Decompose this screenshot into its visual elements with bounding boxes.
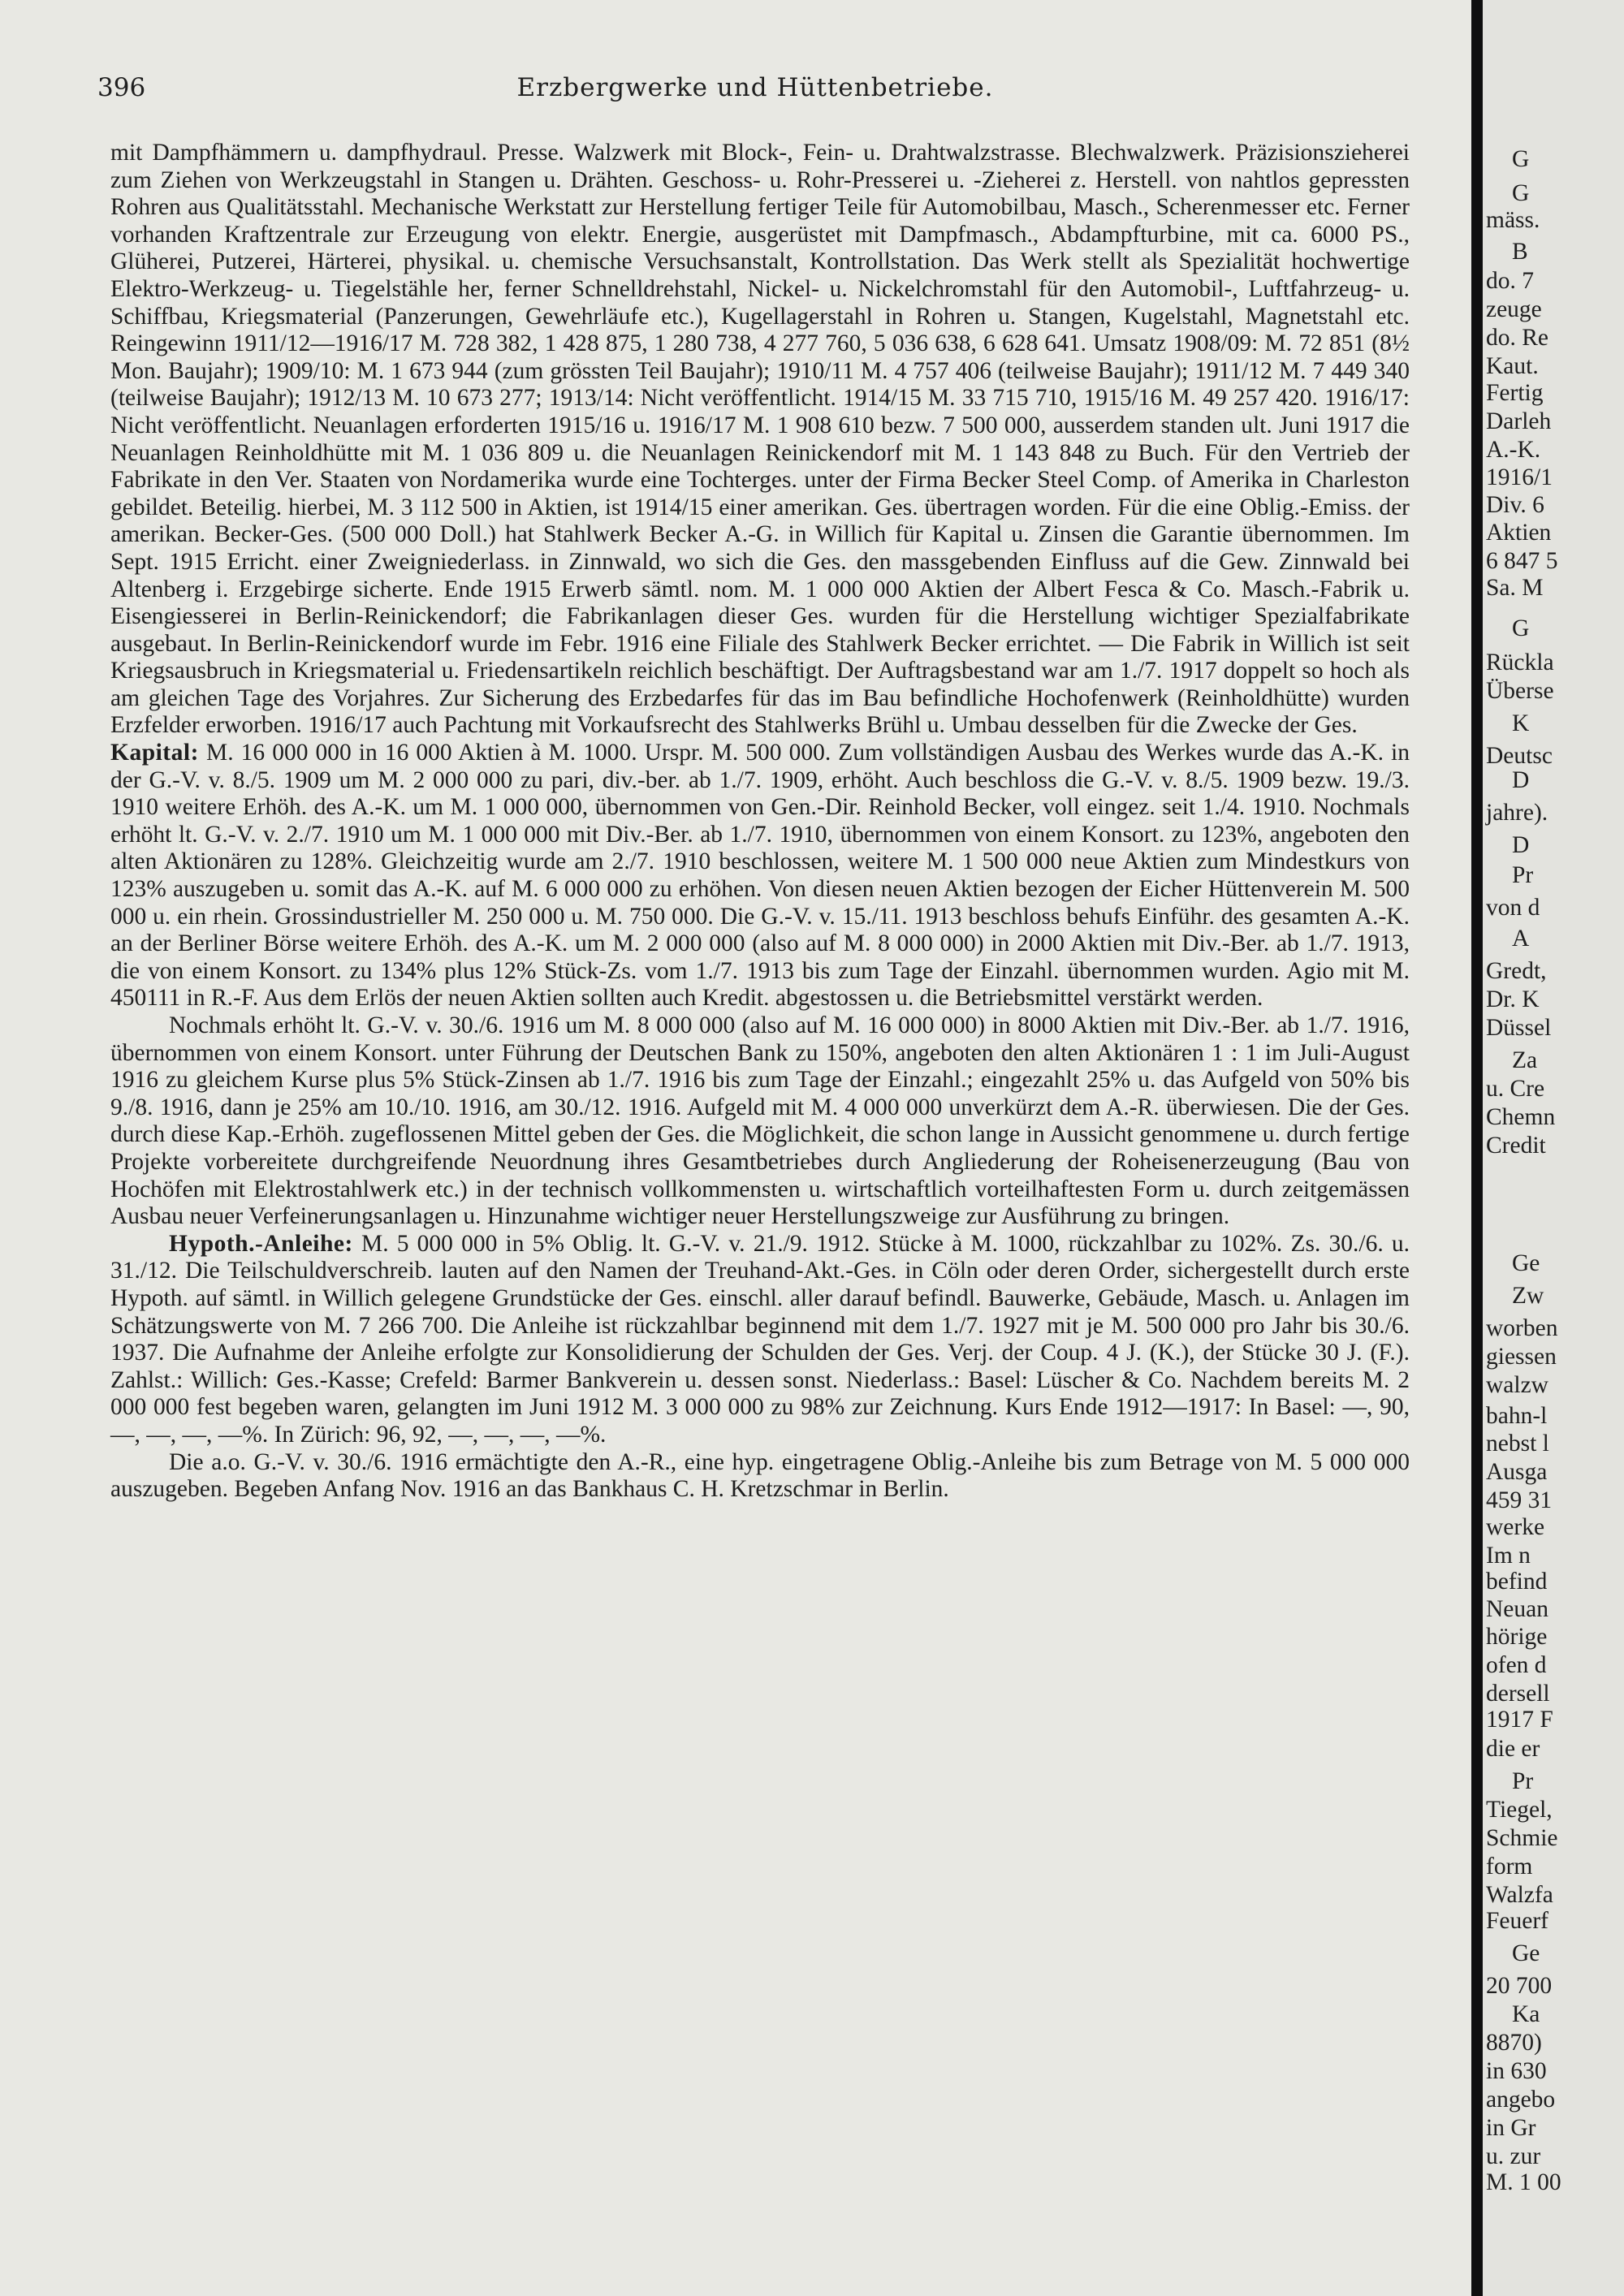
adjacent-page-fragment: B [1512,239,1528,265]
adjacent-page-fragment: von d [1486,895,1540,921]
adjacent-page-fragment: in Gr [1486,2115,1536,2141]
adjacent-page-fragment: A.-K. [1486,437,1541,463]
adjacent-page-fragment: Tiegel, [1486,1797,1553,1823]
adjacent-page-fragment: angebo [1486,2087,1556,2113]
adjacent-page-fragment: Zw [1512,1283,1544,1309]
adjacent-page-fragment: mäss. [1486,207,1540,233]
paragraph [110,740,1410,1012]
adjacent-page-fragment: form [1486,1854,1533,1880]
adjacent-page-fragment: Schmie [1486,1825,1558,1851]
adjacent-page-fragment: Ge [1512,1940,1540,1966]
adjacent-page-fragment: Überse [1486,678,1554,704]
adjacent-page-fragment: worben [1486,1315,1558,1341]
page-number: 396 [97,73,146,102]
adjacent-page-fragment: 459 31 [1486,1487,1553,1513]
adjacent-page-fragment: Pr [1512,1768,1534,1794]
adjacent-page-fragment: befind [1486,1569,1548,1595]
adjacent-page-fragment: nebst l [1486,1431,1549,1457]
adjacent-page-fragment: u. zur [1486,2143,1541,2169]
adjacent-page-fragment: Kaut. [1486,353,1539,379]
adjacent-page-fragment: Div. 6 [1486,492,1544,518]
paragraph [110,1449,1410,1504]
paragraph [110,140,1410,740]
adjacent-page-fragment: dersell [1486,1681,1550,1707]
adjacent-page-fragment: 1917 F [1486,1707,1553,1733]
running-title: Erzbergwerke und Hüttenbetriebe. [516,73,994,102]
adjacent-page-fragment: Aktien [1486,520,1552,546]
paragraph [110,1012,1410,1231]
adjacent-page-fragment: in 630 [1486,2058,1547,2084]
adjacent-page-fragment: 20 700 [1486,1973,1553,1999]
adjacent-page-fragment: Za [1512,1047,1538,1073]
adjacent-page-fragment: Ge [1512,1250,1540,1276]
adjacent-page-fragment: Darleh [1486,408,1552,434]
adjacent-page-fragment: jahre). [1486,800,1548,826]
adjacent-page-fragment: Dr. K [1486,986,1540,1012]
paragraph-text: Die a.o. G.-V. v. 30./6. 1916 ermächtigte den A.-R., eine hyp. eingetragene Oblig.-Anleihe bis zum Betrage von M. 5 000 000 auszugeben. Begeben Anfang Nov. 1916 an das Bankhaus C. H. Kretzschmar in Berlin. [110,1448,1410,1503]
adjacent-page-fragment: giessen [1486,1344,1557,1370]
paragraph-text: M. 16 000 000 in 16 000 Aktien à M. 1000. Urspr. M. 500 000. Zum vollständigen Ausbau des Werkes wurde das A.-K. in der G.-V. v. 8./5. 1909 um M. 2 000 000 zu pari, div.-ber. ab 1./7. 1909, erhöht. Auch beschloss die G.-V. v. 8./5. 1909 bezw. 19./3. 1910 weitere Erhöh. des A.-K. um M. 1 000 000, übernommen von Gen.-Dir. Reinhold Becker, voll eingez. seit 1./4. 1910. Nochmals erhöht lt. G.-V. v. 2./7. 1910 um M. 1 000 000 mit Div.-Ber. ab 1./7. 1910, übernommen von einem Konsort. zu 123%, angeboten den alten Aktionären zu 128%. Gleichzeitig wurde am 2./7. 1910 beschlossen, weitere M. 1 500 000 neue Aktien zum Mindestkurs von 123% auszugeben u. somit das A.-K. auf M. 6 000 000 zu erhöhen. Von diesen neuen Aktien bezogen der Eicher Hüttenverein M. 500 000 u. ein rhein. Grossindustrieller M. 250 000 u. M. 750 000. Die G.-V. v. 15./11. 1913 beschloss behufs Einführ. des gesamten A.-K. an der Berliner Börse weitere Erhöh. des A.-K. um M. 2 000 000 (also auf M. 8 000 000) in 2000 Aktien mit Div.-Ber. ab 1./7. 1913, die von einem Konsort. zu 134% plus 12% Stück-Zs. vom 1./7. 1913 bis zum Tage der Einzahl. übernommen wurden. Agio mit M. 450111 in R.-F. Aus dem Erlös der neuen Aktien sollten auch Kredit. abgestossen u. die Betriebsmittel verstärkt werden. [110,740,1410,1012]
page-gutter [1471,0,1483,2296]
adjacent-page-fragment: Deutsc [1486,743,1553,769]
body-text [110,140,1410,1504]
page-header [97,73,1413,106]
adjacent-page-fragment: G [1512,180,1530,206]
adjacent-page-fragment: Ausga [1486,1459,1548,1485]
adjacent-page-fragment: 1916/1 [1486,464,1553,490]
adjacent-page-fragment: hörige [1486,1624,1548,1650]
section-lead: Kapital: [110,740,199,766]
adjacent-page-fragment: do. Re [1486,325,1549,351]
adjacent-page-fragment: G [1512,146,1530,172]
paragraph [110,1231,1410,1449]
adjacent-page-fragment: D [1512,767,1530,793]
adjacent-page-fragment: Neuan [1486,1596,1548,1622]
adjacent-page-fragment: Feuerf [1486,1908,1548,1934]
adjacent-page-fragment: Walzfa [1486,1882,1553,1908]
adjacent-page-fragment: Rückla [1486,650,1554,675]
adjacent-page-fragment: Credit [1486,1133,1546,1159]
adjacent-page-fragment: Gredt, [1486,958,1547,984]
adjacent-page-fragment: ofen d [1486,1652,1547,1678]
adjacent-page-fragment: die er [1486,1736,1540,1762]
adjacent-page-fragment: G [1512,615,1530,641]
adjacent-page-fragment: u. Cre [1486,1076,1545,1102]
section-lead: Hypoth.-Anleihe: [169,1230,353,1257]
adjacent-page-fragment: do. 7 [1486,268,1534,294]
adjacent-page-fragment: M. 1 00 [1486,2169,1561,2195]
adjacent-page-fragment: Chemn [1486,1104,1556,1130]
adjacent-page-fragment: A [1512,926,1530,952]
adjacent-page-fragment: walzw [1486,1372,1548,1398]
adjacent-page-fragment: Düssel [1486,1015,1552,1041]
adjacent-page-fragment: Ka [1512,2001,1540,2027]
adjacent-page-fragment: Fertig [1486,380,1544,406]
adjacent-page-edge [1483,0,1624,2296]
adjacent-page-fragment: D [1512,832,1530,858]
adjacent-page-fragment: zeuge [1486,296,1542,322]
adjacent-page-fragment: 6 847 5 [1486,548,1558,574]
adjacent-page-fragment: 8870) [1486,2030,1542,2056]
adjacent-page-fragment: Im n [1486,1543,1531,1569]
paragraph-text: M. 5 000 000 in 5% Oblig. lt. G.-V. v. 21./9. 1912. Stücke à M. 1000, rückzahlbar zu 102%. Zs. 30./6. u. 31./12. Die Teilschuldverschreib. lauten auf den Namen der Treuhand-Akt.-Ges. in Cöln oder deren Order, sichergestellt durch erste Hypoth. auf sämtl. in Willich gelegene Grundstücke der Ges. einschl. aller darauf befindl. Bauwerke, Gebäude, Masch. u. Anlagen im Schätzungswerte von M. 7 266 700. Die Anleihe ist rückzahlbar beginnend mit dem 1./7. 1927 mit je M. 500 000 pro Jahr bis 30./6. 1937. Die Aufnahme der Anleihe erfolgte zur Konsolidierung der Schulden der Ges. Verj. der Coup. 4 J. (K.), der Stücke 30 J. (F.). Zahlst.: Willich: Ges.-Kasse; Crefeld: Barmer Bankverein u. dessen sonst. Niederlass.: Basel: Lüscher & Co. Nachdem bereits M. 2 000 000 fest begeben waren, gelangten im Juni 1912 M. 3 000 000 zu 98% zur Zeichnung. Kurs Ende 1912—1917: In Basel: —, 90, —, —, —, —%. In Zürich: 96, 92, —, —, —, —%. [110,1230,1410,1448]
adjacent-page-fragment: Sa. M [1486,575,1544,601]
adjacent-page-fragment: werke [1486,1514,1545,1540]
paragraph-text: mit Dampfhämmern u. dampfhydraul. Presse. Walzwerk mit Block-, Fein- u. Drahtwalzstrasse. Blechwalzwerk. Präzisionszieherei zum Ziehen von Werkzeugstahl in Stangen u. Drähten. Geschoss- u. Rohr-Presserei u. -Zieherei z. Herstell. von nahtlos gepressten Rohren aus Qualitätsstahl. Mechanische Werkstatt zur Herstellung fertiger Teile für Automobilbau, Masch., Scherenmesser etc. Ferner vorhanden Kraftzentrale zur Erzeugung von elektr. Energie, ausgerüstet mit Dampfmasch., Abdampfturbine, mit ca. 6000 PS., Glüherei, Putzerei, Härterei, physikal. u. chemische Versuchsanstalt, Kontrollstation. Das Werk stellt als Spezialität hochwertige Elektro-Werkzeug- u. Tiegelstähle her, ferner Schnelldrehstahl, Nickel- u. Nickelchromstahl für den Automobil-, Luftfahrzeug- u. Schiffbau, Kriegsmaterial (Panzerungen, Gewehrläufe etc.), Kugellagerstahl in Rohren u. Stangen, Kugelstahl, Magnetstahl etc. Reingewinn 1911/12—1916/17 M. 728 382, 1 428 875, 1 280 738, 4 277 760, 5 036 638, 6 628 641. Umsatz 1908/09: M. 72 851 (8½ Mon. Baujahr); 1909/10: M. 1 673 944 (zum grössten Teil Baujahr); 1910/11 M. 4 757 406 (teilweise Baujahr); 1911/12 M. 7 449 340 (teilweise Baujahr); 1912/13 M. 10 673 277; 1913/14: Nicht veröffentlicht. 1914/15 M. 33 715 710, 1915/16 M. 49 257 420. 1916/17: Nicht veröffentlicht. Neuanlagen erforderten 1915/16 u. 1916/17 M. 1 908 610 bezw. 7 500 000, ausserdem standen ult. Juni 1917 die Neuanlagen Reinholdhütte mit M. 1 036 809 u. die Neuanlagen Reinickendorf mit M. 1 143 848 zu Buch. Für den Vertrieb der Fabrikate in den Ver. Staaten von Nordamerika wurde eine Tochterges. unter der Firma Becker Steel Comp. of Amerika in Charleston gebildet. Beteilig. hierbei, M. 3 112 500 in Aktien, ist 1914/15 einer amerikan. Ges. übertragen worden. Für die eine Oblig.-Emiss. der amerikan. Becker-Ges. (500 000 Doll.) hat Stahlwerk Becker A.-G. in Willich für Kapital u. Zinsen die Garantie übernommen. Im Sept. 1915 Erricht. einer Zweigniederlass. in Zinnwald, wo sich die Ges. den massgebenden Einfluss auf die Gew. Zinnwald bei Altenberg i. Erzgebirge sicherte. Ende 1915 Erwerb sämtl. nom. M. 1 000 000 Aktien der Albert Fesca & Co. Masch.-Fabrik u. Eisengiesserei in Berlin-Reinickendorf; die Fabrikanlagen dieser Ges. wurden für die Herstellung wichtiger Spezialfabrikate ausgebaut. In Berlin-Reinickendorf wurde im Febr. 1916 eine Filiale des Stahlwerk Becker errichtet. — Die Fabrik in Willich ist seit Kriegsausbruch in Kriegsmaterial u. Friedensartikeln reichlich beschäftigt. Der Auftragsbestand war am 1./7. 1917 doppelt so hoch als am gleichen Tage des Vorjahres. Zur Sicherung des Erzbedarfes für das im Bau befindliche Hochofenwerk (Reinholdhütte) wurden Erzfelder erworben. 1916/17 auch Pachtung mit Vorkaufsrecht des Stahlwerks Brühl u. Umbau desselben für die Zwecke der Ges. [110,140,1410,739]
adjacent-page-fragment: Pr [1512,862,1534,888]
adjacent-page-fragment: bahn-l [1486,1403,1548,1429]
paragraph-text: Nochmals erhöht lt. G.-V. v. 30./6. 1916 um M. 8 000 000 (also auf M. 16 000 000) in 8000 Aktien mit Div.-Ber. ab 1./7. 1916, übernommen von einem Konsort. unter Führung der Deutschen Bank zu 150%, angeboten den alten Aktionären 1 : 1 im Juli-August 1916 zu gleichem Kurse plus 5% Stück-Zinsen ab 1./7. 1916 bis zum Tage der Einzahl.; eingezahlt 25% u. das Aufgeld von 50% bis 9./8. 1916, dann je 25% am 10./10. 1916, am 30./12. 1916. Aufgeld mit M. 4 000 000 unverkürzt dem A.-R. überwiesen. Die der Ges. durch diese Kap.-Erhöh. zugeflossenen Mittel geben der Ges. die Möglichkeit, die schon lange in Aussicht genommene u. durch fertige Projekte vorbereitete durchgreifende Neuordnung ihres Gesamtbetriebes durch Angliederung der Roheisenerzeugung (Bau von Hochöfen mit Elektrostahlwerk etc.) in der technisch vollkommensten u. wirtschaftlich vorteilhaftesten Form u. durch zeitgemässen Ausbau neuer Verfeinerungsanlagen u. Hinzunahme wichtiger neuer Herstellungszweige zur Ausführung zu bringen. [110,1012,1410,1230]
adjacent-page-fragment: K [1512,710,1530,736]
